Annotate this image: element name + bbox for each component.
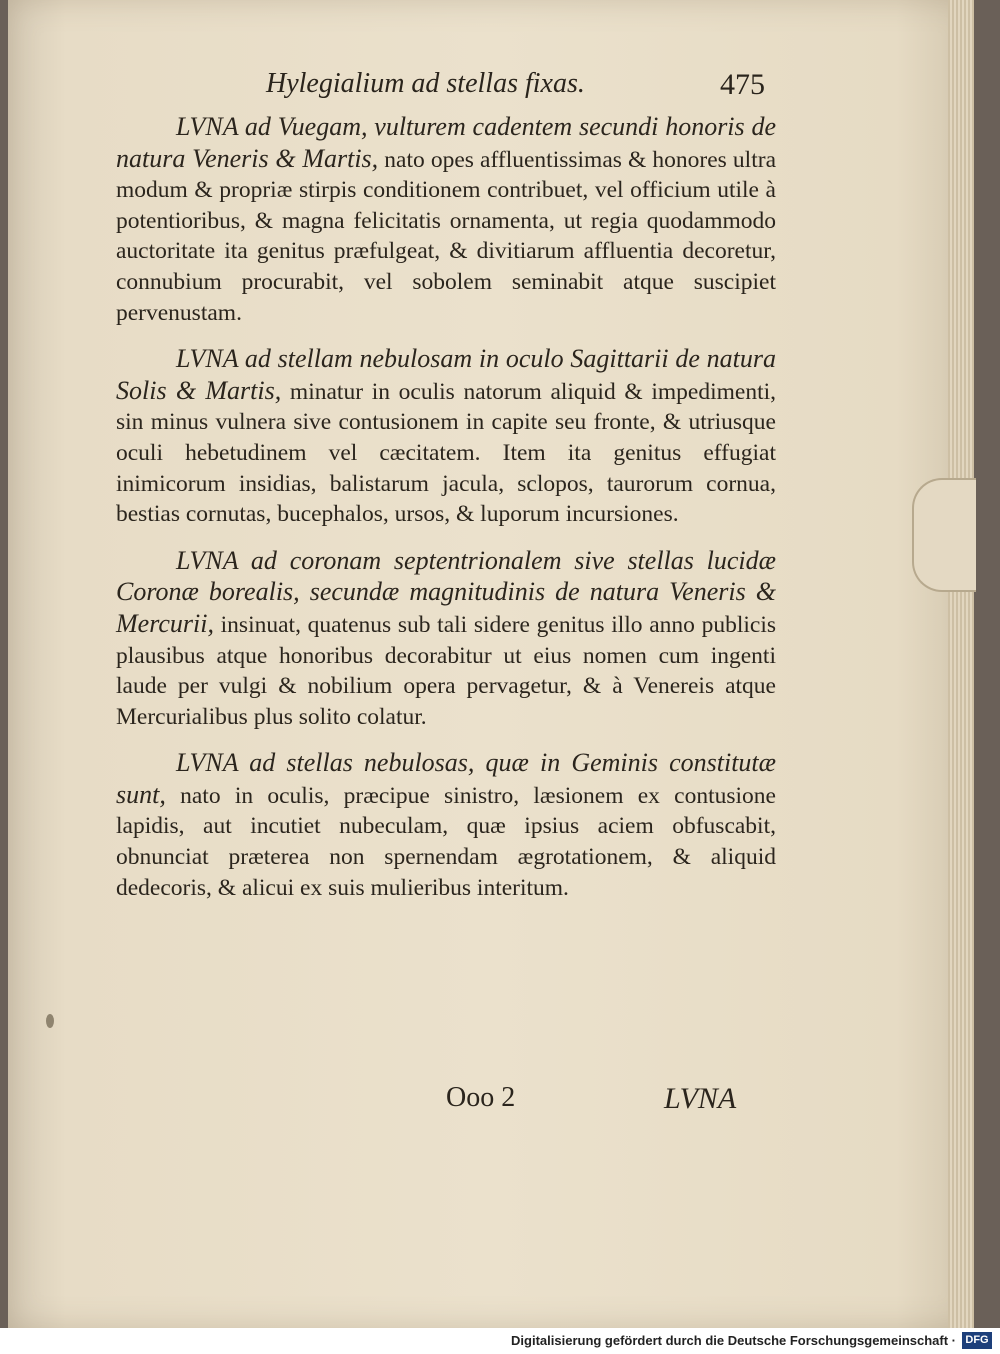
paragraph-sagittarius: [116, 344, 776, 530]
paragraph-body: insinuat, quatenus sub tali sidere genitus illo anno publicis plausibus atque honoribus decorabitur ut eius nomen cum ingenti laude per vulgi & nobilium opera pervagetur, & à Venereis atque Mercurialibus plus solito colatur.: [116, 611, 776, 730]
body-text: [116, 112, 776, 919]
book-page: [8, 0, 974, 1328]
catchword: LVNA: [664, 1082, 737, 1115]
paragraph-body: nato opes affluentissimas & honores ultra modum & propriæ stirpis conditionem contribuet, vel officium utile à potentioribus, & magna felicitatis ornamenta, ut regia quodammodo auctoritate ita genitus præfulgeat, & divitiarum affluentia decoretur, connubium procurabit, vel sobolem seminabit atque suscipiet pervenustam.: [116, 146, 776, 326]
footer-bar: [0, 1328, 1000, 1354]
paragraph-lead: LVNA ad Vuegam, vulturem cadentem secundi honoris de natura Veneris & Martis,: [116, 112, 776, 173]
paragraph-lead: LVNA ad coronam septentrionalem sive stellas lucidæ Coronæ borealis, secundæ magnitudinis de natura Veneris & Mercurii,: [116, 545, 776, 638]
dfg-logo: DFG: [962, 1332, 992, 1349]
ink-spot: [46, 1014, 54, 1028]
page-edge: [948, 0, 974, 1328]
funding-credit: Digitalisierung gefördert durch die Deutsche Forschungsgemeinschaft ·: [511, 1333, 956, 1348]
paragraph-lead: LVNA ad stellam nebulosam in oculo Sagittarii de natura Solis & Martis,: [116, 344, 776, 405]
running-head: Hylegialium ad stellas fixas.: [266, 68, 585, 99]
paragraph-lead: LVNA ad stellas nebulosas, quæ in Geminis constitutæ sunt,: [116, 748, 776, 809]
paragraph-gemini: [116, 748, 776, 903]
paragraph-corona: [116, 546, 776, 733]
page-number: 475: [720, 68, 765, 101]
paragraph-vuega: [116, 112, 776, 328]
signature-mark: Ooo 2: [446, 1082, 516, 1113]
book-clasp: [912, 478, 976, 592]
paragraph-body: nato in oculis, præcipue sinistro, læsionem ex contusione lapidis, aut incutiet nubeculam, quæ ipsius aciem obfuscabit, obnunciat præterea non spernendam ægrotationem, & aliquid dedecoris, & alicui ex suis mulieribus interitum.: [116, 782, 776, 901]
paragraph-body: minatur in oculis natorum aliquid & impedimenti, sin minus vulnera sive contusionem in capite seu fronte, & utriusque oculi hebetudinem vel cæcitatem. Item ita genitus effugiat inimicorum insidias, balistarum jacula, sclopos, taurorum cornua, bestias cornutas, bucephalos, ursos, & luporum incursiones.: [116, 378, 777, 528]
